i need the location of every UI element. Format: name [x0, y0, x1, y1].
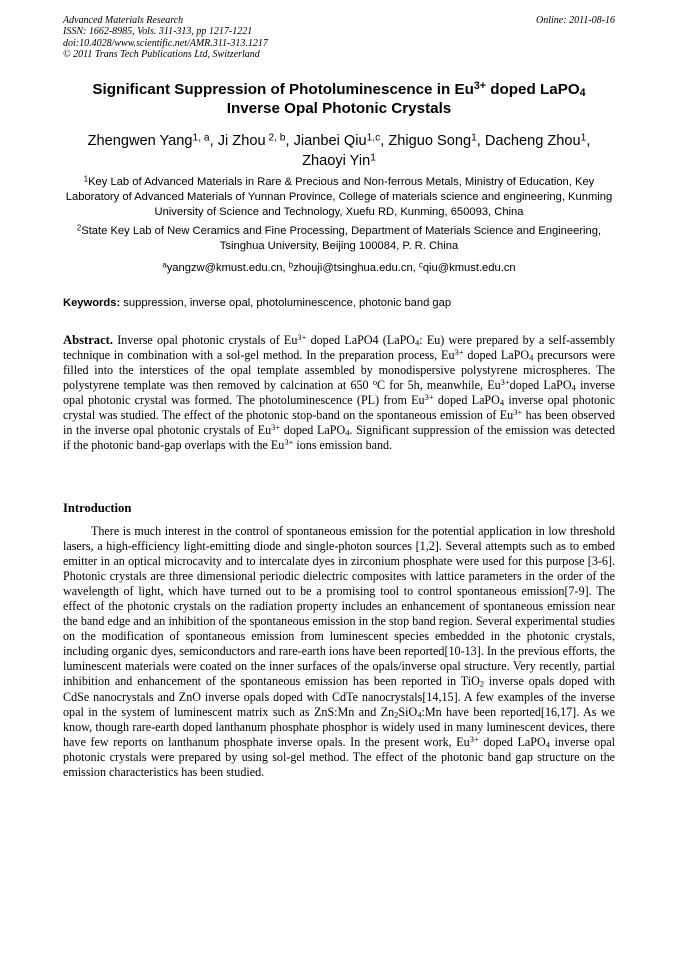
email-link[interactable]: yangzw@kmust.edu.cn,: [166, 262, 289, 274]
journal-info: [63, 15, 268, 61]
journal-header: [63, 15, 615, 61]
author-name: Zhiguo Song: [388, 133, 472, 149]
author-name: Ji Zhou: [217, 133, 266, 149]
author-list: Zhengwen Yang$^{1, a}$, Ji Zhou $^{2, b}$, Jianbei Qiu$^{1,c}$, Zhiguo Song$^1$, Dacheng Zhou$^1$, Zhaoyi Yin$^1$: [87, 132, 591, 169]
journal-copyright: © 2011 Trans Tech Publications Ltd, Switzerland: [63, 49, 260, 61]
keywords-label: Keywords:: [63, 297, 121, 309]
abstract-label: Abstract.: [63, 333, 114, 347]
author-name: Jianbei Qiu: [293, 133, 367, 149]
author-emails: $^a$yangzw@kmust.edu.cn, $^b$zhouji@tsinghua.edu.cn, $^c$qiu@kmust.edu.cn: [162, 260, 516, 274]
author-name: Dacheng Zhou: [484, 133, 581, 149]
journal-name: Advanced Materials Research: [63, 15, 184, 26]
journal-doi: doi:10.4028/www.scientific.net/AMR.311-313.1217: [63, 37, 268, 49]
affiliation-2: $^2$State Key Lab of New Ceramics and Fine Processing, Department of Materials Science and Engineering, Tsinghua University, Beijing 100084, P. R. China: [76, 223, 602, 252]
email-link[interactable]: zhouji@tsinghua.edu.cn,: [293, 262, 419, 274]
author-name: Zhaoyi Yin: [302, 153, 371, 169]
online-date: Online: 2011-08-16: [536, 15, 615, 26]
abstract: Abstract. Inverse opal photonic crystals of $Eu^{3+}$ doped LaPO4 (LaPO$_4$: Eu) were prepared by a self-assembly technique in combination with a sol-gel method. In the preparation process, $Eu^{3+}$ doped LaPO$_4$ precursors were filled into the interstices of the opal template assembled by monodispersive polystyrene microspheres. The polystyrene template was then removed by calcination at 650 $^o$C for 5h, meanwhile, $Eu^{3+}doped$ LaPO$_4$ inverse opal photonic crystal was formed. The photoluminescence (PL) from $Eu^{3+}$ doped LaPO$_4$ inverse opal photonic crystal was studied. The effect of the photonic stop-band on the spontaneous emission of $Eu^{3+}$ has been observed in the inverse opal photonic crystals of $Eu^{3+}$ doped LaPO$_4$. Significant suppression of the emission was detected if the photonic band-gap overlaps with the $Eu^{3+}$ ions emission band.: [63, 332, 616, 452]
introduction-body: There is much interest in the control of spontaneous emission for the potential application in low threshold lasers, a high-efficiency light-emitting diode and single-photon sources [1,2]. Several attempts such as to embed emitter in an optical microcavity and to intercalate dyes in zirconium phosphate were used for this purpose [3-6]. Photonic crystals are three dimensional periodic dielectric composites with lattice parameters in the order of the wavelength of light, which have turned out to be a promising tool to control spontaneous emission[7-9]. The effect of the photonic crystals on the radiation property includes an enhancement of spontaneous emission near the band edge and an inhibition of the spontaneous emission in the stop band region. Several experimental studies on the modification of spontaneous emission from luminescent species embedded in the photonic crystals, including organic dyes, semiconductors and rare-earth ions have been reported[10-13]. In the previous efforts, the luminescent materials were coated on the inner surfaces of the opals/inverse opal structure. Very recently, partial inhibition and enhancement of the spontaneous emission has been reported in TiO$_2$ inverse opals doped with CdSe nanocrystals and ZnO inverse opals doped with CdTe nanocrystals[14,15]. A few examples of the inverse opal in the system of luminescent matrix such as ZnS:Mn and $Zn_2SiO_4:Mn$ have been reported[16,17]. As we know, though rare-earth doped lanthanum phosphate phosphor is widely used in many luminescent devices, there have few reports on lanthanum phosphate inverse opals. In the present work, $Eu^{3+}$ doped LaPO$_4$ inverse opal photonic crystals were prepared by using sol-gel method. The effect of the photonic band gap structure on the emission characteristics has been studied.: [63, 524, 616, 779]
keywords-text: suppression, inverse opal, photoluminescence, photonic band gap: [120, 297, 452, 309]
author-name: Zhengwen Yang: [87, 133, 193, 149]
keywords: [63, 296, 615, 311]
email-link[interactable]: qiu@kmust.edu.cn: [422, 262, 516, 274]
affiliation-1: $^1$Key Lab of Advanced Materials in Rare & Precious and Non-ferrous Metals, Ministry of Education, Key Laboratory of Advanced Materials of Yunnan Province, College of materials science and engineering, Kunming University of Science and Technology, Xuefu RD, Kunming, 650093, China: [65, 174, 613, 218]
paper-title: Significant Suppression of Photoluminescence in $Eu^{3+}$ doped LaPO$_4$ Inverse Opal Photonic Crystals: [92, 80, 586, 117]
introduction-heading: Introduction: [63, 501, 132, 515]
journal-issn: ISSN: 1662-8985, Vols. 311-313, pp 1217-1221: [63, 26, 253, 38]
